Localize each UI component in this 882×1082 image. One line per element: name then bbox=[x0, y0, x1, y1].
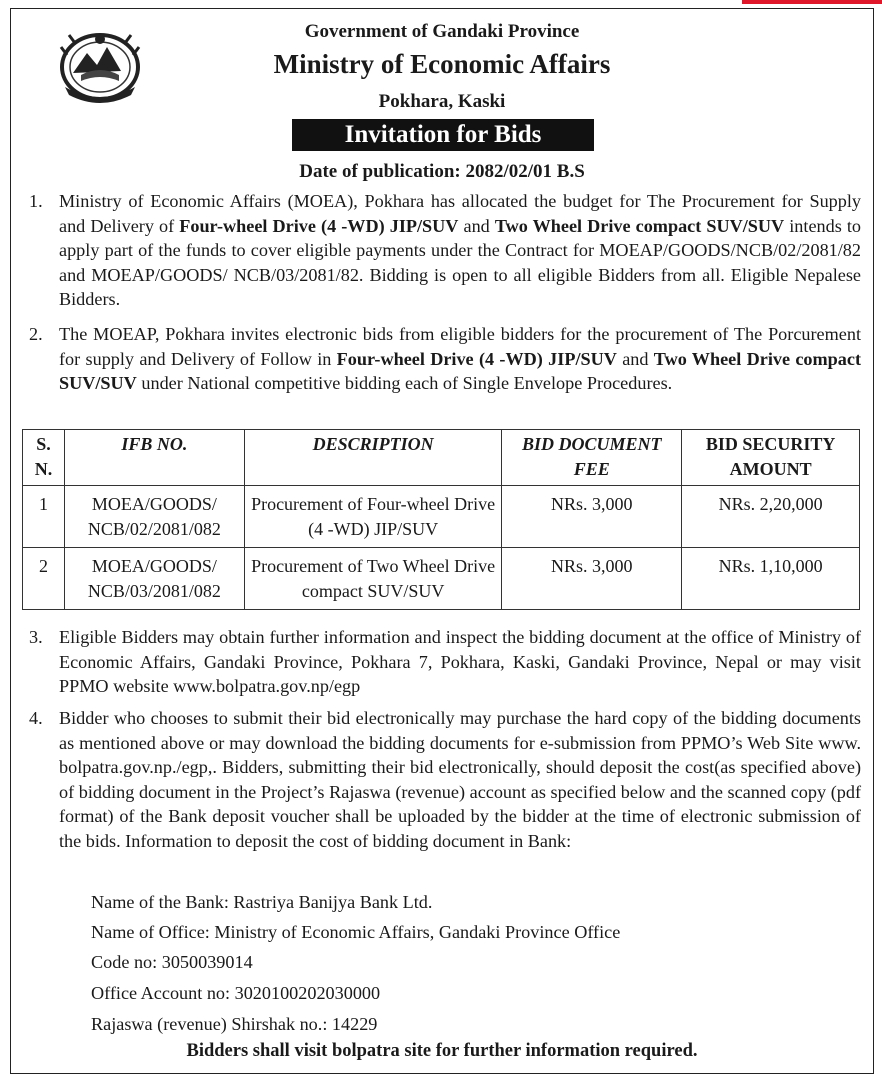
cell-security: NRs. 1,10,000 bbox=[682, 548, 860, 610]
page-title: Invitation for Bids bbox=[292, 119, 594, 151]
paragraph-text: Bidder who chooses to submit their bid electronically may purchase the hard copy of the bidding documents as mentioned above or may download the bidding documents for e-submission from PPMO’s Web Site www. bolpatra.gov.np./egp,. Bidders, submitting their bid electronically, should deposit the cost(as specified above) of bidding document in the Project’s Rajaswa (revenue) account as specified below and the scanned copy (pdf format) of the Bank deposit voucher shall be uploaded by the bidder at the time of electronic submission of the bids. Information to deposit the cost of bidding document in Bank: bbox=[59, 708, 861, 851]
paragraph-number: 3. bbox=[29, 627, 43, 647]
office-account: Office Account no: 3020100202030000 bbox=[91, 983, 381, 1003]
paragraph-number: 4. bbox=[29, 708, 43, 728]
office-name: Name of Office: Ministry of Economic Affairs, Gandaki Province Office bbox=[91, 922, 621, 942]
paragraph-number: 2. bbox=[29, 324, 43, 344]
rajaswa-shirshak: Rajaswa (revenue) Shirshak no.: 14229 bbox=[91, 1014, 378, 1034]
paragraph-text: Ministry of Economic Affairs (MOEA), Pokhara has allocated the budget for The Procurement for Supply and Delivery of Four-wheel Drive (4 -WD) JIP/SUV and Two Wheel Drive compact SUV/SUV intends to apply part of the funds to cover eligible payments under the Contract for MOEAP/GOODS/NCB/02/2081/82 and MOEAP/GOODS/ NCB/03/2081/82. Bidding is open to all eligible Bidders from all. Eligible Nepalese Bidders. bbox=[59, 191, 861, 309]
header-fee: BID DOCUMENT FEE bbox=[502, 430, 682, 486]
header-ifb: IFB NO. bbox=[64, 430, 244, 486]
cell-description: Procurement of Two Wheel Drive compact SUV/SUV bbox=[244, 548, 502, 610]
paragraph-4 bbox=[29, 706, 861, 853]
bids-table bbox=[22, 429, 860, 610]
cell-sn: 2 bbox=[23, 548, 65, 610]
table-row bbox=[23, 548, 860, 610]
cell-fee: NRs. 3,000 bbox=[502, 548, 682, 610]
code-number: Code no: 3050039014 bbox=[91, 952, 253, 972]
header-description: DESCRIPTION bbox=[244, 430, 502, 486]
ministry-heading: Ministry of Economic Affairs bbox=[273, 49, 611, 79]
header-security: BID SECURITY AMOUNT bbox=[682, 430, 860, 486]
publication-date: Date of publication: 2082/02/01 B.S bbox=[299, 161, 585, 182]
table-header-row bbox=[23, 430, 860, 486]
table-row bbox=[23, 486, 860, 548]
footer-note: Bidders shall visit bolpatra site for further information required. bbox=[186, 1041, 698, 1061]
paragraph-1 bbox=[29, 189, 861, 312]
cell-security: NRs. 2,20,000 bbox=[682, 486, 860, 548]
bank-name: Name of the Bank: Rastriya Banijya Bank Ltd. bbox=[91, 892, 433, 912]
cell-description: Procurement of Four-wheel Drive (4 -WD) JIP/SUV bbox=[244, 486, 502, 548]
header-sn: S. N. bbox=[23, 430, 65, 486]
cell-ifb: MOEA/GOODS/ NCB/02/2081/082 bbox=[64, 486, 244, 548]
cell-ifb: MOEA/GOODS/ NCB/03/2081/082 bbox=[64, 548, 244, 610]
bid-notice bbox=[10, 8, 874, 1074]
cell-fee: NRs. 3,000 bbox=[502, 486, 682, 548]
government-heading: Government of Gandaki Province bbox=[304, 21, 580, 42]
paragraph-3 bbox=[29, 625, 861, 699]
corner-accent bbox=[742, 0, 882, 4]
city-heading: Pokhara, Kaski bbox=[378, 91, 506, 112]
paragraph-text: Eligible Bidders may obtain further information and inspect the bidding document at the office of Ministry of Economic Affairs, Gandaki Province, Pokhara 7, Pokhara, Kaski, Gandaki Province, Nepal or may visit PPMO website www.bolpatra.gov.np/egp bbox=[59, 627, 861, 696]
paragraph-number: 1. bbox=[29, 191, 43, 211]
paragraph-2 bbox=[29, 322, 861, 396]
cell-sn: 1 bbox=[23, 486, 65, 548]
paragraph-text: The MOEAP, Pokhara invites electronic bids from eligible bidders for the procurement of The Porcurement for supply and Delivery of Follow in Four-wheel Drive (4 -WD) JIP/SUV and Two Wheel Drive compact SUV/SUV under National competitive bidding each of Single Envelope Procedures. bbox=[59, 324, 862, 393]
